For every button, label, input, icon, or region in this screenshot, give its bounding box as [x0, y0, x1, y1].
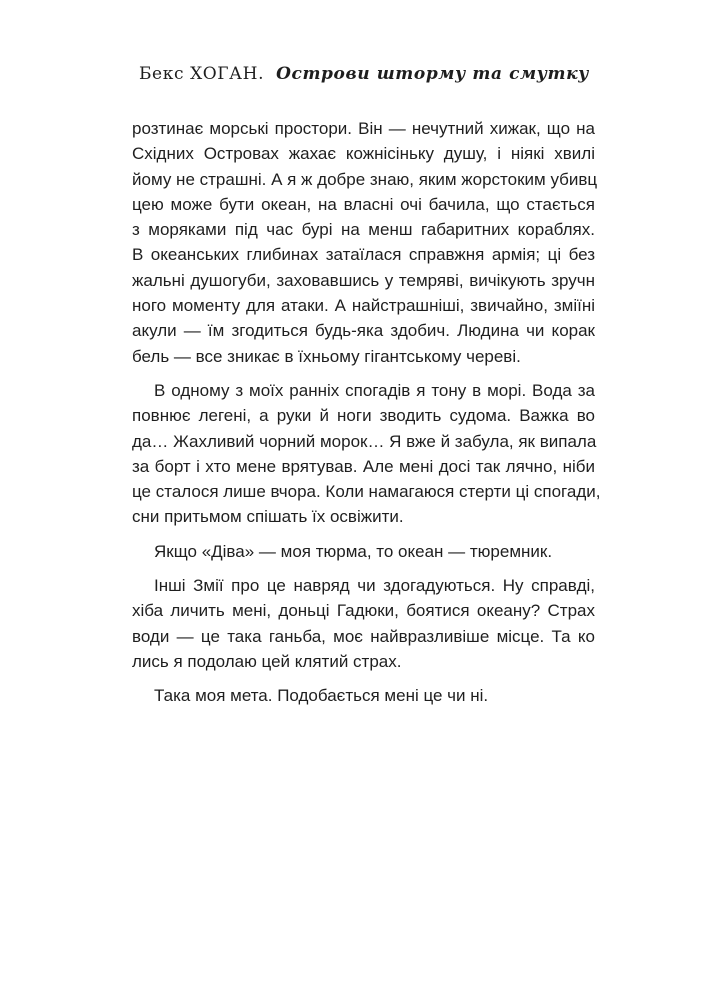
text-line: йому не страшні. А я ж добре знаю, яким жорстоким убивц [132, 169, 598, 189]
text-line: з моряками під час бурі на менш габаритних кораблях. [132, 220, 595, 240]
paragraph [132, 573, 595, 674]
paragraph [132, 539, 595, 564]
running-head [0, 64, 728, 84]
text-line: Східних Островах жахає кожнісіньку душу, і ніякі хвилі [132, 144, 595, 164]
paragraph [132, 683, 595, 708]
paragraph-gap [132, 530, 595, 539]
text-line: бель — все зникає в їхньому гігантському череві. [132, 346, 521, 366]
text-line: сни притьмом спішать їх освіжити. [132, 507, 404, 527]
text-line: В одному з моїх ранніх спогадів я тону в морі. Вода за [154, 380, 595, 400]
text-line: Інші Змії про це навряд чи здогадуються. Ну справді, [154, 576, 595, 596]
text-line: В океанських глибинах затаїлася справжня армія; ці без [132, 245, 595, 265]
text-line: да… Жахливий чорний морок… Я вже й забула, як випала [132, 431, 597, 451]
paragraph-gap [132, 369, 595, 378]
text-line: акули — їм згодиться будь-яка здобич. Людина чи корак [132, 321, 595, 341]
text-line: Якщо «Діва» — моя тюрма, то океан — тюремник. [154, 541, 553, 561]
text-line: жальні душогуби, заховавшись у темряві, вичікують зручн [132, 270, 595, 290]
text-line: води — це така ганьба, моє найвразливіше місце. Та ко [132, 626, 595, 646]
text-line: цею може бути океан, на власні очі бачила, що стається [132, 194, 595, 214]
paragraph-gap [132, 564, 595, 573]
text-line: розтинає морські простори. Він — нечутний хижак, що на [132, 119, 595, 138]
paragraph [132, 378, 601, 530]
text-line: Така моя мета. Подобається мені це чи ні. [154, 686, 489, 706]
text-line: ного моменту для атаки. А найстрашніші, звичайно, зміїні [132, 296, 595, 316]
paragraph [132, 116, 598, 369]
author-name: Бекс ХОГАН. [138, 64, 265, 84]
body-text [132, 116, 601, 709]
paragraph-gap [132, 674, 595, 683]
text-line: це сталося лише вчора. Коли намагаюся стерти ці спогади, [132, 482, 601, 502]
text-line: лись я подолаю цей клятий страх. [132, 651, 402, 671]
text-line: за борт і хто мене врятував. Але мені досі так лячно, ніби [132, 456, 595, 476]
text-line: хіба личить мені, доньці Гадюки, боятися океану? Страх [132, 601, 595, 621]
text-line: повнює легені, а руки й ноги зводить судома. Важка во [132, 406, 595, 426]
book-title: Острови шторму та смутку [276, 64, 590, 84]
